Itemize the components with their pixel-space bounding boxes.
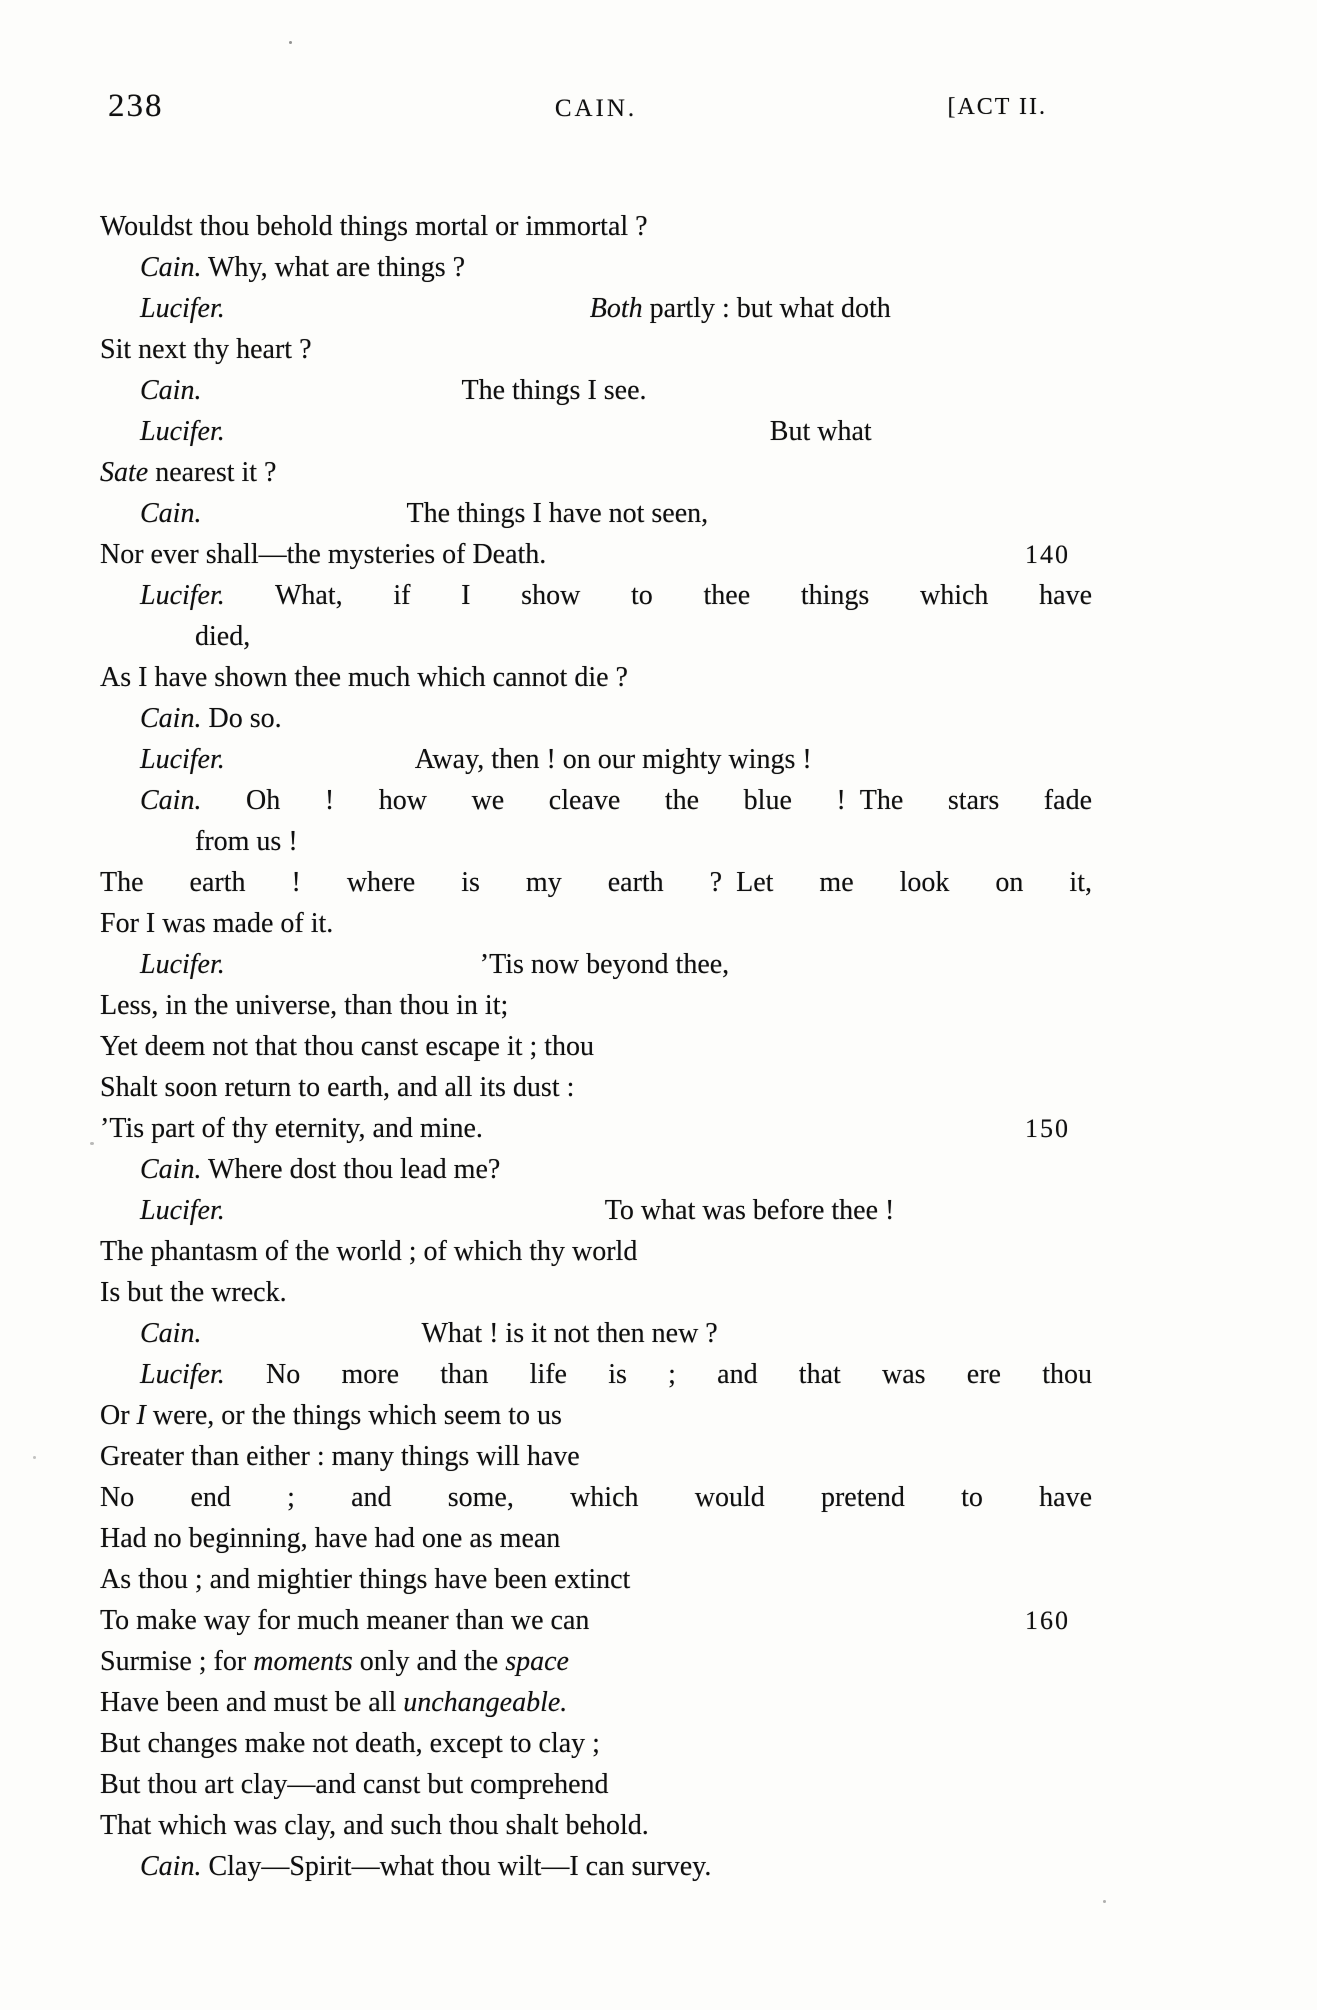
verse-text: Shalt soon return to earth, and all its dust : (100, 1072, 575, 1103)
verse-text: To what was before thee ! (604, 1195, 895, 1226)
emphasis-text: Cain. (140, 252, 202, 283)
verse-line (100, 1395, 1092, 1436)
verse-text: Had no beginning, have had one as mean (100, 1523, 561, 1554)
verse-line (100, 1190, 1092, 1231)
verse-text: To make way for much meaner than we can (100, 1605, 590, 1636)
verse-text: The things I have not seen, (406, 498, 709, 529)
line-number: 160 (1025, 1606, 1070, 1635)
verse-line (100, 1764, 1092, 1805)
emphasis-text: unchangeable. (403, 1687, 568, 1718)
verse-text: That which was clay, and such thou shalt behold. (100, 1810, 649, 1841)
verse-text: Yet deem not that thou canst escape it ; thou (100, 1031, 595, 1062)
verse-text: Where dost thou lead me? (201, 1154, 501, 1185)
verse-line (100, 1600, 1092, 1641)
verse-line (100, 657, 1092, 698)
emphasis-text: Lucifer. (140, 1195, 225, 1226)
scan-speck (289, 41, 292, 44)
verse-text: Is but the wreck. (100, 1277, 287, 1308)
verse-line (100, 1477, 1092, 1518)
verse-line (100, 862, 1092, 903)
verse-line (100, 1313, 1092, 1354)
verse-text: The phantasm of the world ; of which thy world (100, 1236, 638, 1267)
verse-line (100, 985, 1092, 1026)
verse-block (100, 206, 1092, 1887)
scan-speck (33, 1456, 36, 1459)
emphasis-text: Cain. (140, 375, 202, 406)
verse-line (100, 575, 1092, 616)
emphasis-text: Cain. (140, 1318, 202, 1349)
verse-line (100, 1682, 1092, 1723)
verse-alignment-gap (225, 1218, 605, 1219)
emphasis-text: Lucifer. (140, 580, 225, 611)
verse-text: Oh ! how we cleave the blue ! The stars fade (201, 785, 1092, 816)
verse-alignment-gap (201, 1341, 421, 1342)
verse-text: Away, then ! on our mighty wings ! (414, 744, 812, 775)
emphasis-text: I (136, 1400, 146, 1431)
emphasis-text: Lucifer. (140, 416, 225, 447)
verse-line (100, 1723, 1092, 1764)
verse-text: Why, what are things ? (201, 252, 466, 283)
verse-line (100, 1272, 1092, 1313)
verse-line (100, 1805, 1092, 1846)
verse-line (100, 452, 1092, 493)
verse-line (100, 534, 1092, 575)
verse-line (100, 206, 1092, 247)
emphasis-text: Lucifer. (140, 293, 225, 324)
emphasis-text: Cain. (140, 1851, 202, 1882)
verse-line (100, 1149, 1092, 1190)
verse-alignment-gap (225, 767, 415, 768)
line-number: 140 (1025, 540, 1070, 569)
running-title: CAIN. (554, 95, 638, 122)
emphasis-text: Cain. (140, 785, 202, 816)
verse-text: No end ; and some, which would pretend to have (100, 1482, 1092, 1513)
verse-text: Wouldst thou behold things mortal or immortal ? (100, 211, 648, 242)
page-header (100, 88, 1092, 136)
verse-alignment-gap (201, 398, 461, 399)
emphasis-text: Both (589, 293, 643, 324)
emphasis-text: Sate (100, 457, 149, 488)
verse-line (100, 1067, 1092, 1108)
verse-line (100, 1846, 1092, 1887)
verse-text: But changes make not death, except to clay ; (100, 1728, 600, 1759)
verse-text: from us ! (195, 826, 298, 857)
page-number: 238 (108, 88, 164, 124)
verse-text: ’Tis part of thy eternity, and mine. (100, 1113, 483, 1144)
verse-alignment-gap (225, 972, 480, 973)
emphasis-text: Lucifer. (140, 949, 225, 980)
verse-alignment-gap (201, 521, 406, 522)
emphasis-text: moments (253, 1646, 353, 1677)
scan-speck (90, 1142, 94, 1145)
verse-line (100, 1026, 1092, 1067)
verse-text: nearest it ? (148, 457, 277, 488)
verse-line (100, 1518, 1092, 1559)
verse-line (100, 370, 1092, 411)
verse-line (100, 616, 1092, 657)
verse-text: No more than life is ; and that was ere thou (224, 1359, 1092, 1390)
verse-line (100, 1108, 1092, 1149)
verse-line (100, 1354, 1092, 1395)
act-label: [ACT II. (947, 94, 1047, 120)
verse-text: Nor ever shall—the mysteries of Death. (100, 539, 547, 570)
verse-text: ’Tis now beyond thee, (479, 949, 730, 980)
verse-line (100, 493, 1092, 534)
verse-line (100, 944, 1092, 985)
verse-line (100, 1231, 1092, 1272)
emphasis-text: space (505, 1646, 569, 1677)
verse-text: Sit next thy heart ? (100, 334, 312, 365)
verse-alignment-gap (225, 316, 590, 317)
verse-text: only and the (352, 1646, 506, 1677)
verse-text: partly : but what doth (642, 293, 891, 324)
verse-text: Clay—Spirit—what thou wilt—I can survey. (201, 1851, 712, 1882)
verse-line (100, 903, 1092, 944)
emphasis-text: Cain. (140, 498, 202, 529)
verse-alignment-gap (225, 439, 770, 440)
verse-line (100, 739, 1092, 780)
verse-text: Greater than either : many things will have (100, 1441, 580, 1472)
verse-text: Have been and must be all (100, 1687, 404, 1718)
line-number: 150 (1025, 1114, 1070, 1143)
verse-line (100, 411, 1092, 452)
verse-text: were, or the things which seem to us (145, 1400, 562, 1431)
verse-line (100, 821, 1092, 862)
verse-text: As I have shown thee much which cannot die ? (100, 662, 628, 693)
verse-line (100, 780, 1092, 821)
verse-text: For I was made of it. (100, 908, 334, 939)
scan-speck (1103, 1900, 1106, 1903)
verse-line (100, 1436, 1092, 1477)
verse-text: What, if I show to thee things which have (224, 580, 1092, 611)
verse-text: As thou ; and mightier things have been extinct (100, 1564, 631, 1595)
verse-line (100, 1641, 1092, 1682)
verse-line (100, 1559, 1092, 1600)
verse-line (100, 329, 1092, 370)
verse-line (100, 698, 1092, 739)
emphasis-text: Cain. (140, 1154, 202, 1185)
verse-text: The earth ! where is my earth ? Let me look on it, (100, 867, 1092, 898)
verse-text: Surmise ; for (100, 1646, 254, 1677)
verse-text: But thou art clay—and canst but comprehend (100, 1769, 609, 1800)
verse-text: The things I see. (461, 375, 647, 406)
verse-text: Less, in the universe, than thou in it; (100, 990, 509, 1021)
verse-text: But what (769, 416, 872, 447)
verse-text: Or (100, 1400, 137, 1431)
verse-line (100, 288, 1092, 329)
emphasis-text: Lucifer. (140, 1359, 225, 1390)
emphasis-text: Cain. (140, 703, 202, 734)
emphasis-text: Lucifer. (140, 744, 225, 775)
verse-text: What ! is it not then new ? (421, 1318, 718, 1349)
verse-text: Do so. (201, 703, 282, 734)
verse-text: died, (195, 621, 251, 652)
verse-line (100, 247, 1092, 288)
